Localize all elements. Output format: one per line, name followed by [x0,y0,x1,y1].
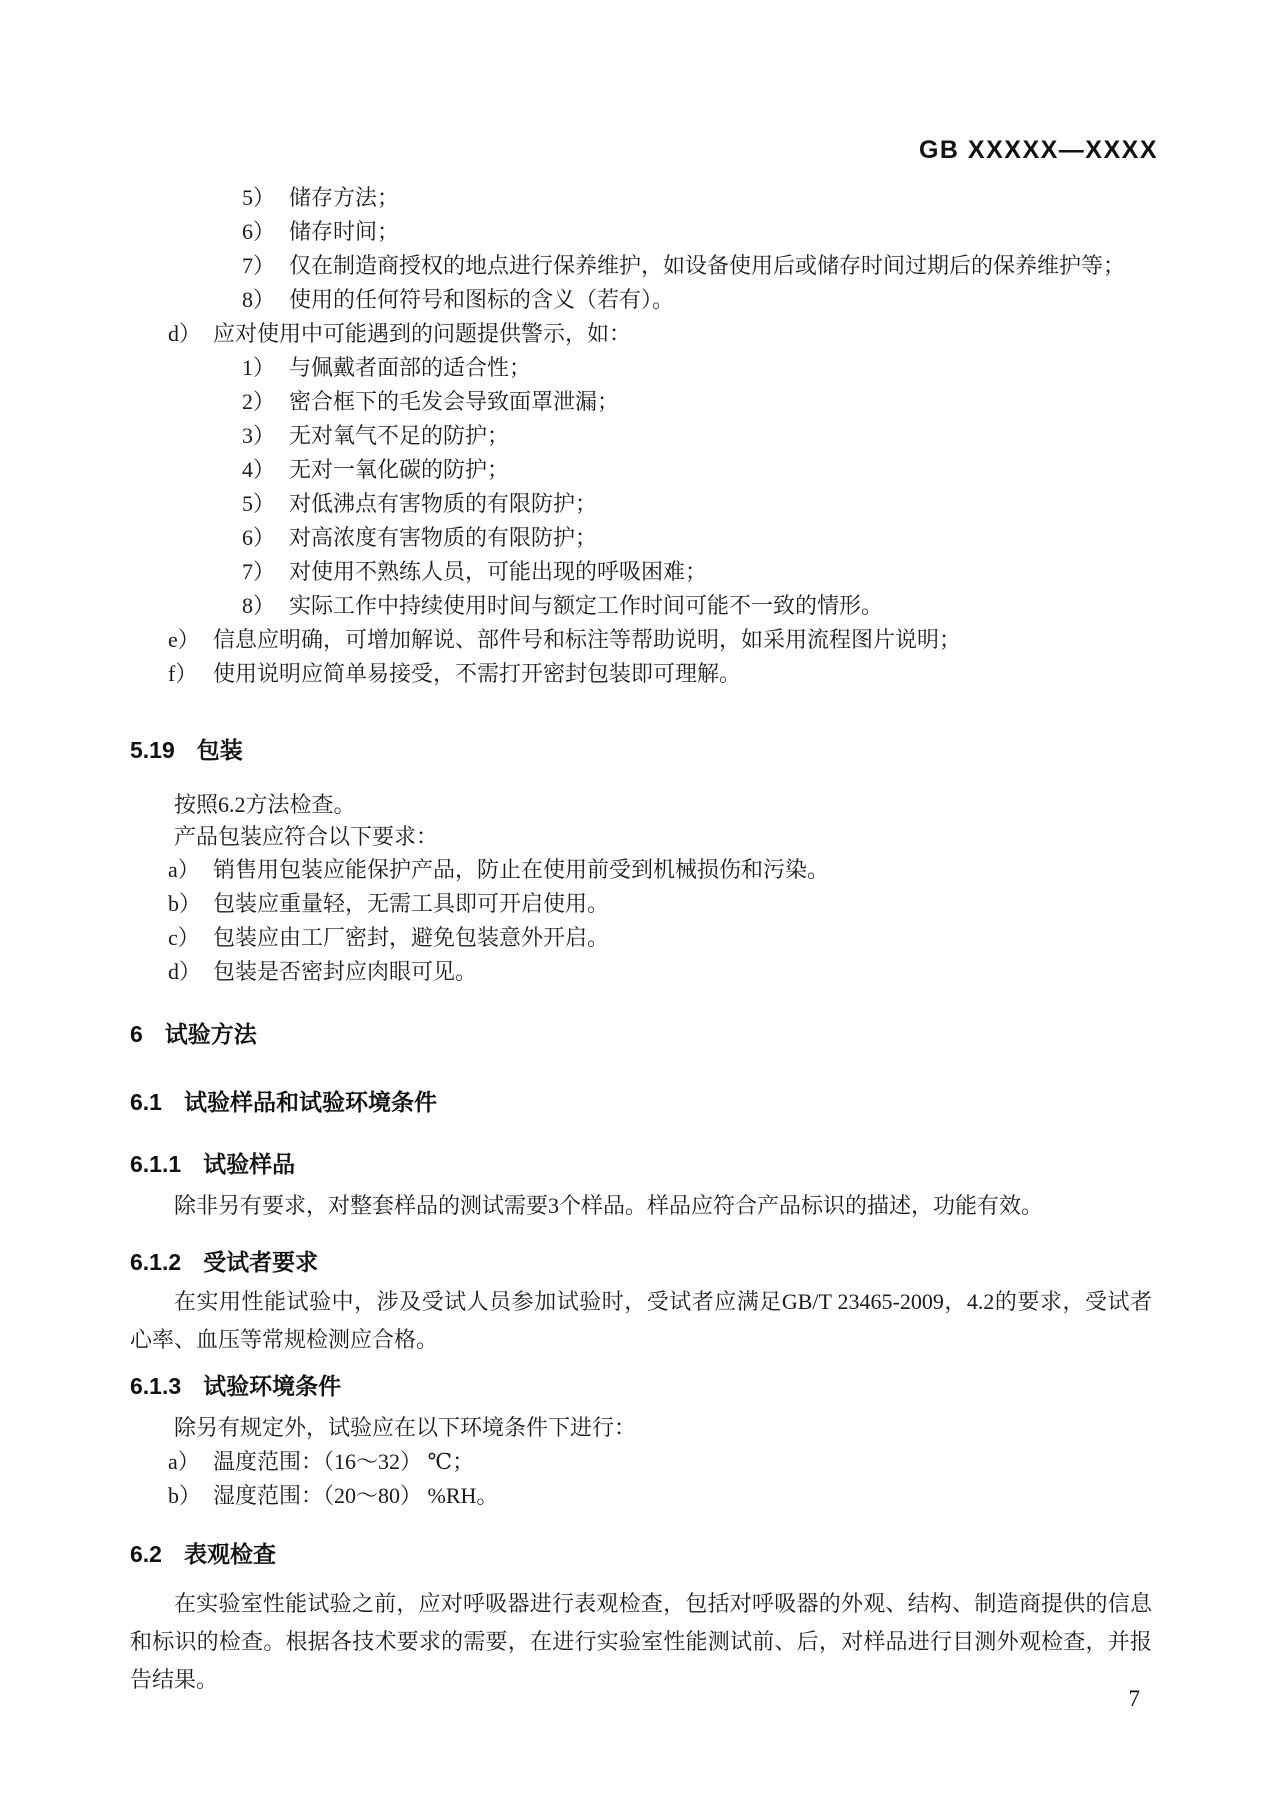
item-marker: a） [168,1449,200,1474]
item-marker: 5） [242,185,276,210]
list-item [130,589,1152,623]
item-text: 无对一氧化碳的防护； [289,457,510,482]
item-marker: d） [168,321,202,346]
item-marker: d） [168,959,202,984]
heading-number: 6.2 [130,1541,162,1567]
list-item [130,921,1152,955]
list-item [130,351,1152,385]
item-text: 对使用不熟练人员，可能出现的呼吸困难； [289,559,708,584]
heading-title: 试验方法 [164,1021,257,1047]
item-marker: 6） [242,219,276,244]
item-text: 实际工作中持续使用时间与额定工作时间可能不一致的情形。 [289,593,884,618]
chapter-heading-6 [130,1019,1152,1049]
list-item [130,623,1152,657]
item-text: 包装是否密封应肉眼可见。 [213,959,478,984]
paragraph: 在实用性能试验中，涉及受试人员参加试验时，受试者应满足GB/T 23465-2009，4.2的要求，受试者心率、血压等常规检测应合格。 [130,1289,1152,1352]
list-item [130,385,1152,419]
item-text: 储存方法； [289,185,400,210]
item-marker: 8） [242,593,276,618]
list-item [130,487,1152,521]
paragraph: 按照6.2方法检查。 [174,792,356,817]
list-item [130,955,1152,989]
item-marker: 7） [242,253,276,278]
item-text: 信息应明确，可增加解说、部件号和标注等帮助说明，如采用流程图片说明； [213,627,962,652]
section-heading-6-1 [130,1087,1152,1117]
list-item [130,853,1152,887]
heading-title: 试验环境条件 [203,1373,342,1399]
item-text: 与佩戴者面部的适合性； [289,355,532,380]
list-item [130,317,1152,351]
item-marker: 6） [242,525,276,550]
list-item [130,657,1152,691]
heading-number: 6.1 [130,1089,162,1115]
section-heading-5-19 [130,735,1152,765]
heading-title: 受试者要求 [203,1249,319,1275]
item-marker: 8） [242,287,276,312]
list-item [130,453,1152,487]
paragraph: 在实验室性能试验之前，应对呼吸器进行表观检查，包括对呼吸器的外观、结构、制造商提供的信息和标识的检查。根据各技术要求的需要，在进行实验室性能测试前、后，对样品进行目测外观检查，并报告结果。 [130,1591,1152,1692]
item-text: 销售用包装应能保护产品，防止在使用前受到机械损伤和污染。 [213,857,830,882]
list-item [130,181,1152,215]
list-item [130,283,1152,317]
item-marker: 2） [242,389,276,414]
item-text: 对高浓度有害物质的有限防护； [289,525,598,550]
section-heading-6-1-3 [130,1371,1152,1401]
heading-title: 表观检查 [183,1541,276,1567]
item-marker: e） [168,627,200,652]
doc-number: GB XXXXX—XXXX [918,136,1158,164]
paragraph: 除非另有要求，对整套样品的测试需要3个样品。样品应符合产品标识的描述，功能有效。 [174,1193,1044,1218]
list-item [130,249,1152,283]
item-marker: b） [168,891,202,916]
list-item [130,215,1152,249]
item-text: 无对氧气不足的防护； [289,423,510,448]
item-text: 包装应重量轻，无需工具即可开启使用。 [213,891,610,916]
item-marker: 1） [242,355,276,380]
section-heading-6-1-2 [130,1247,1152,1277]
list-item [130,419,1152,453]
item-text: 使用说明应简单易接受，不需打开密封包装即可理解。 [213,661,742,686]
item-text: 密合框下的毛发会导致面罩泄漏； [289,389,620,414]
heading-number: 5.19 [130,737,175,763]
item-text: 包装应由工厂密封，避免包装意外开启。 [213,925,610,950]
item-marker: 3） [242,423,276,448]
list-item [130,555,1152,589]
list-item [130,1479,1152,1513]
page-number: 7 [1128,1686,1140,1711]
heading-title: 试验样品 [203,1151,296,1177]
list-item [130,521,1152,555]
document-header [0,136,1158,165]
list-item [130,1445,1152,1479]
paragraph: 产品包装应符合以下要求： [174,824,439,849]
item-marker: a） [168,857,200,882]
list-item [130,887,1152,921]
heading-title: 包装 [196,737,243,763]
item-text: 对低沸点有害物质的有限防护； [289,491,598,516]
heading-number: 6.1.1 [130,1151,182,1177]
heading-number: 6.1.2 [130,1249,182,1275]
paragraph: 除另有规定外，试验应在以下环境条件下进行： [174,1415,637,1440]
item-text: 储存时间； [289,219,400,244]
section-heading-6-2 [130,1539,1152,1569]
section-heading-6-1-1 [130,1149,1152,1179]
item-marker: f） [168,661,198,686]
item-marker: b） [168,1483,202,1508]
document-content [130,181,1152,1699]
item-text: 温度范围：（16～32） ℃； [213,1449,475,1474]
item-marker: 4） [242,457,276,482]
item-text: 湿度范围：（20～80） %RH。 [213,1483,499,1508]
item-text: 应对使用中可能遇到的问题提供警示，如： [213,321,632,346]
item-marker: 7） [242,559,276,584]
heading-number: 6.1.3 [130,1373,182,1399]
heading-number: 6 [130,1021,143,1047]
item-marker: 5） [242,491,276,516]
heading-title: 试验样品和试验环境条件 [183,1089,437,1115]
item-marker: c） [168,925,200,950]
item-text: 使用的任何符号和图标的含义（若有）。 [289,287,675,312]
item-text: 仅在制造商授权的地点进行保养维护，如设备使用后或储存时间过期后的保养维护等； [289,253,1126,278]
